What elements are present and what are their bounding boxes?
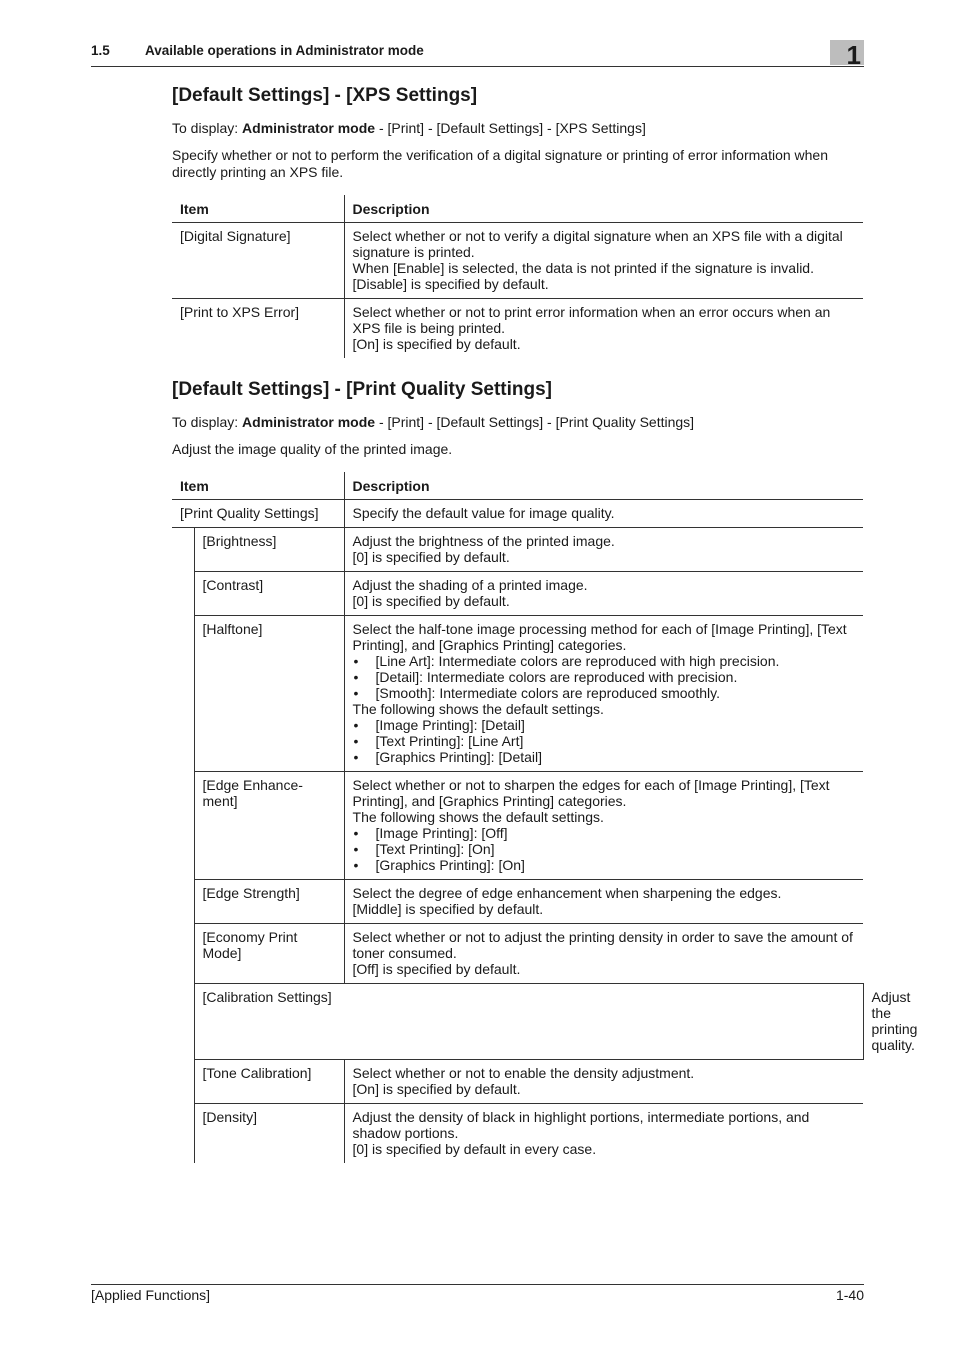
row-description: Select the degree of edge enhancement when sharpening the edges. [Middle] is specified by default. [344, 880, 863, 924]
row-item: [Calibration Settings] [194, 984, 863, 1060]
row-item: [Print to XPS Error] [172, 299, 344, 359]
list-item: • [Text Printing]: [On] [353, 841, 856, 857]
col-item: Item [172, 195, 344, 223]
row-description: Select whether or not to print error information when an error occurs when an XPS file is being printed. [On] is specified by default. [352, 304, 831, 352]
row-description: Adjust the density of black in highlight portions, intermediate portions, and shadow portions. [0] is specified by default in every case. [352, 1108, 810, 1157]
list-item: • [Image Printing]: [Off] [353, 825, 856, 841]
main-content [172, 84, 918, 1163]
table-row [172, 1103, 863, 1163]
bullet-list [353, 717, 856, 765]
col-item: Item [172, 472, 344, 500]
list-item: • [Image Printing]: [Detail] [353, 717, 856, 733]
table-row [172, 772, 863, 880]
list-item: • [Line Art]: Intermediate colors are reproduced with high precision. [353, 653, 856, 669]
table-header-row [172, 195, 863, 223]
bullet-list [353, 825, 856, 873]
page-footer [91, 1284, 864, 1303]
footer-left: [Applied Functions] [91, 1287, 211, 1303]
row-description: Select whether or not to enable the density adjustment. [On] is specified by default. [344, 1059, 863, 1103]
page-number: 1-40 [835, 1287, 864, 1303]
row-item: [Halftone] [194, 616, 344, 772]
row-item: [Print Quality Settings] [172, 500, 344, 528]
page-header [91, 40, 864, 70]
row-item: [Brightness] [194, 528, 344, 572]
table-row: [Calibration Settings] Adjust the printing quality. [172, 984, 863, 1060]
print-quality-display-path: To display: Administrator mode - [Print] - [Default Settings] - [Print Quality Settings] [172, 414, 695, 430]
row-description: Select whether or not to adjust the printing density in order to save the amount of toner consumed. [Off] is specified by default. [344, 924, 863, 984]
row-description: Select the half-tone image processing method for each of [Image Printing], [Text Printing], and [Graphics Printing] categories. • [Line Art]: Intermediate colors are reproduced with high precision. • [Detail]: Intermediate colors are reproduced with precision. • [Smooth]: Intermediate colors are reproduced smoothly. The following shows the default settings. • [Image Printing]: [Detail] • [Text Printing]: [Line Art] • [Graphics Printing]: [Detail] [344, 616, 863, 772]
section-title: Available operations in Administrator mode [145, 43, 424, 58]
xps-intro: Specify whether or not to perform the verification of a digital signature or printing of error information when directly printing an XPS file. [172, 147, 828, 180]
list-item: • [Smooth]: Intermediate colors are reproduced smoothly. [353, 685, 856, 701]
col-description: Description [344, 195, 863, 223]
row-description: Adjust the brightness of the printed image. [0] is specified by default. [344, 528, 863, 572]
table-row [172, 572, 863, 616]
row-item: [Edge Enhance-ment] [194, 772, 344, 880]
table-row [172, 924, 863, 984]
xps-settings-table [172, 195, 863, 358]
xps-settings-heading: [Default Settings] - [XPS Settings] [172, 85, 478, 106]
row-item: [Economy Print Mode] [194, 924, 344, 984]
table-row [172, 880, 863, 924]
list-item: • [Text Printing]: [Line Art] [353, 733, 856, 749]
table-row [172, 500, 863, 528]
row-description: Select whether or not to verify a digital signature when an XPS file with a digital signature is printed. When [Enable] is selected, the data is not printed if the signature is invalid. [Disable] is specified by default. [344, 223, 863, 299]
row-item: [Tone Calibration] [194, 1059, 344, 1103]
row-description: Select whether or not to sharpen the edges for each of [Image Printing], [Text Printing], and [Graphics Printing] categories. The following shows the default settings. • [Image Printing]: [Off] • [Text Printing]: [On] • [Graphics Printing]: [On] [344, 772, 863, 880]
chapter-badge: 1 [830, 40, 864, 65]
print-quality-heading: [Default Settings] - [Print Quality Settings] [172, 379, 553, 400]
row-item: [Contrast] [194, 572, 344, 616]
print-quality-table [172, 472, 918, 1163]
list-item: • [Graphics Printing]: [Detail] [353, 749, 856, 765]
table-row [172, 1059, 863, 1103]
table-row [172, 299, 863, 359]
print-quality-intro: Adjust the image quality of the printed image. [172, 441, 453, 457]
table-header-row [172, 472, 863, 500]
row-item: [Digital Signature] [172, 223, 344, 299]
row-description: Specify the default value for image quality. [344, 500, 863, 528]
col-description: Description [344, 472, 863, 500]
section-number: 1.5 [91, 43, 110, 58]
list-item: • [Graphics Printing]: [On] [353, 857, 856, 873]
xps-display-path: To display: Administrator mode - [Print] - [Default Settings] - [XPS Settings] [172, 120, 646, 136]
table-row [172, 528, 863, 572]
row-description: Adjust the shading of a printed image. [0] is specified by default. [344, 572, 863, 616]
table-row [172, 616, 863, 772]
bullet-list [353, 653, 856, 701]
indent-cell [172, 1059, 194, 1163]
row-item: [Density] [194, 1103, 344, 1163]
list-item: • [Detail]: Intermediate colors are reproduced with precision. [353, 669, 856, 685]
table-row [172, 223, 863, 299]
row-item: [Edge Strength] [194, 880, 344, 924]
indent-cell [172, 528, 194, 1060]
